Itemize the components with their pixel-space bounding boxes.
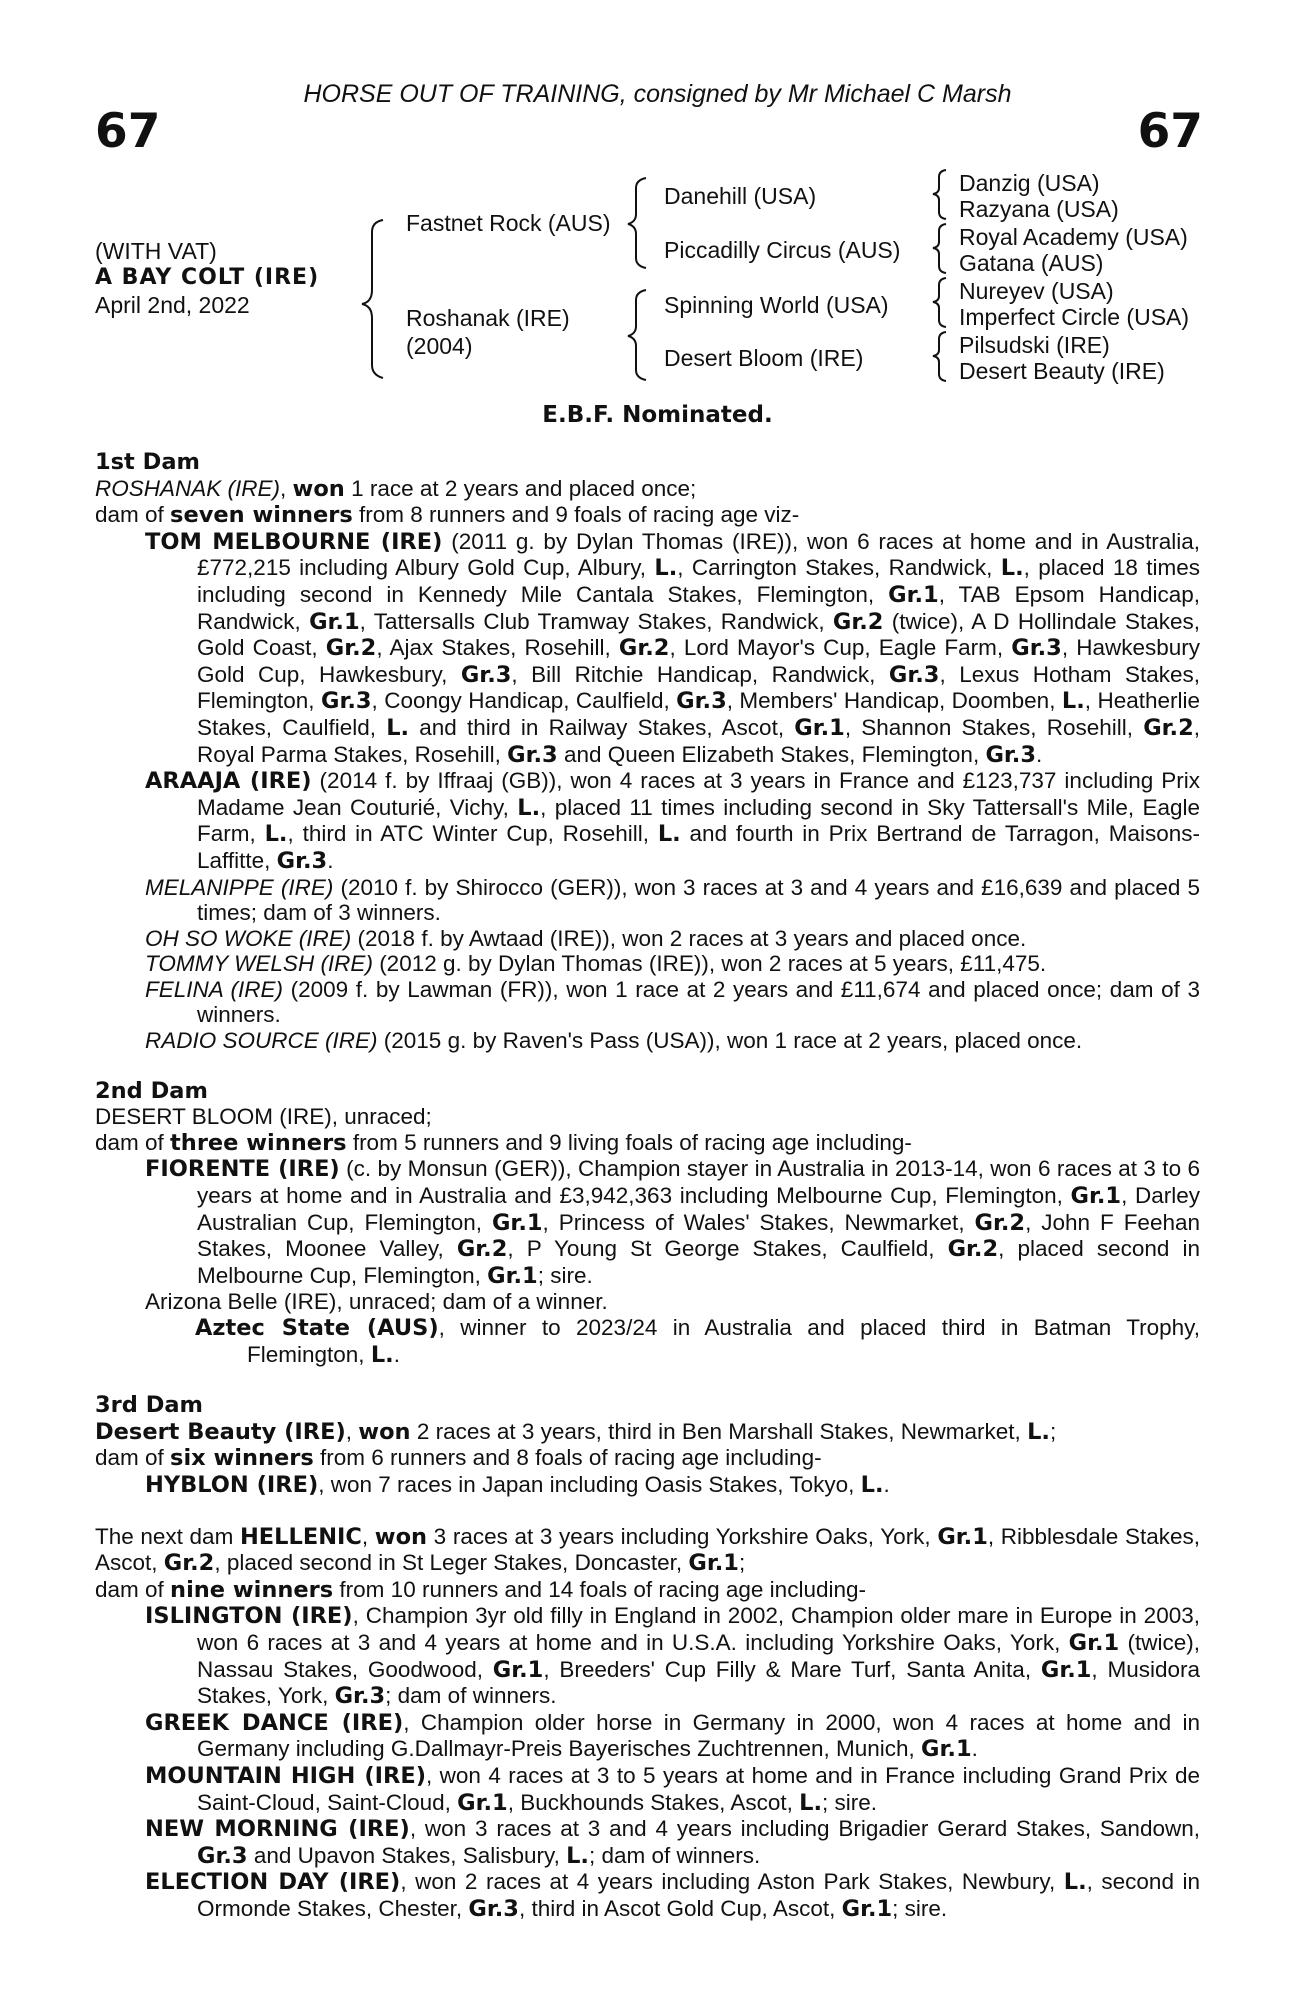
ancestor-6: Imperfect Circle (USA) <box>959 304 1190 330</box>
produce-aztec-state: Aztec State (AUS), winner to 2023/24 in Australia and placed third in Batman Trophy, Flemington, L.. <box>195 1315 1201 1368</box>
third-dam-title: 3rd Dam <box>95 1392 203 1419</box>
produce-mountain-high: MOUNTAIN HIGH (IRE), won 4 races at 3 to 5 years at home and in France including Grand Prix de Saint-Cloud, Saint-Cloud, Gr.1, Buckhounds Stakes, Ascot, L.; sire. <box>145 1762 1200 1816</box>
brace-dam <box>628 290 646 380</box>
produce-araaja: ARAAJA (IRE) (2014 f. by Iffraaj (GB)), won 4 races at 3 years in France and £123,737 including Prix Madame Jean Couturié, Vichy, L., placed 11 times including second in Sky Tattersall's Mile, Eagle Farm, L., third in ATC Winter Cup, Rosehill, L. and fourth in Prix Bertrand de Tarragon, Maisons-Laffitte, Gr.3. <box>145 768 1201 874</box>
second-dam-intro: DESERT BLOOM (IRE), unraced; <box>95 1104 432 1130</box>
catalogue-body <box>95 450 1200 1922</box>
next-dam-intro: The next dam HELLENIC, won 3 races at 3 years including Yorkshire Oaks, York, Gr.1, Ribblesdale Stakes, Ascot, Gr.2, placed second in St Leger Stakes, Doncaster, Gr.1; <box>95 1523 1200 1577</box>
ancestor-2: Razyana (USA) <box>959 196 1119 222</box>
ancestor-1: Danzig (USA) <box>959 170 1100 196</box>
brace-danehill <box>933 170 946 219</box>
ancestor-3: Royal Academy (USA) <box>959 224 1188 250</box>
produce-arizona-belle: Arizona Belle (IRE), unraced; dam of a winner. <box>145 1289 608 1315</box>
pedigree-table <box>0 0 1315 420</box>
ebf-nominated: E.B.F. Nominated. <box>542 402 773 428</box>
produce-tom-melbourne: TOM MELBOURNE (IRE) (2011 g. by Dylan Thomas (IRE)), won 6 races at home and in Australia, £772,215 including Albury Gold Cup, Albury, L., Carrington Stakes, Randwick, L., placed 18 times including second in Kennedy Mile Cantala Stakes, Flemington, Gr.1, TAB Epsom Handicap, Randwick, Gr.1, Tattersalls Club Tramway Stakes, Randwick, Gr.2 (twice), A D Hollindale Stakes, Gold Coast, Gr.2, Ajax Stakes, Rosehill, Gr.2, Lord Mayor's Cup, Eagle Farm, Gr.3, Hawkesbury Gold Cup, Hawkesbury, Gr.3, Bill Ritchie Handicap, Randwick, Gr.3, Lexus Hotham Stakes, Flemington, Gr.3, Coongy Handicap, Caulfield, Gr.3, Members' Handicap, Doomben, L., Heatherlie Stakes, Caulfield, L. and third in Railway Stakes, Ascot, Gr.1, Shannon Stakes, Rosehill, Gr.2, Royal Parma Stakes, Rosehill, Gr.3 and Queen Elizabeth Stakes, Flemington, Gr.3. <box>145 528 1201 768</box>
brace-desertbloom <box>933 332 946 381</box>
second-dam-produce-summary: dam of three winners from 5 runners and 9 living foals of racing age including- <box>95 1129 912 1156</box>
date-of-birth: April 2nd, 2022 <box>95 292 250 318</box>
brace-main <box>362 220 383 378</box>
produce-fiorente: FIORENTE (IRE) (c. by Monsun (GER)), Champion stayer in Australia in 2013-14, won 6 races at 3 to 6 years at home and in Australia and £3,942,363 including Melbourne Cup, Flemington, Gr.1, Darley Australian Cup, Flemington, Gr.1, Princess of Wales' Stakes, Newmarket, Gr.2, John F Feehan Stakes, Moonee Valley, Gr.2, P Young St George Stakes, Caulfield, Gr.2, placed second in Melbourne Cup, Flemington, Gr.1; sire. <box>145 1156 1201 1289</box>
ancestor-4: Gatana (AUS) <box>959 250 1104 276</box>
dam-sire: Spinning World (USA) <box>664 292 889 318</box>
produce-oh-so-woke: OH SO WOKE (IRE) (2018 f. by Awtaad (IRE)), won 2 races at 3 years and placed once. <box>145 925 1027 951</box>
lot-number-right: 67 <box>1137 104 1203 159</box>
horse-name: A BAY COLT (IRE) <box>95 265 320 290</box>
first-dam-title: 1st Dam <box>95 449 200 475</box>
first-dam-intro: ROSHANAK (IRE), won 1 race at 2 years and placed once; <box>95 475 697 502</box>
vat-note: (WITH VAT) <box>95 238 217 264</box>
dam-year: (2004) <box>406 333 473 359</box>
sire-dam: Piccadilly Circus (AUS) <box>664 237 901 263</box>
first-dam-produce-summary: dam of seven winners from 8 runners and 9 foals of racing age viz- <box>95 502 800 529</box>
brace-sire <box>628 178 646 268</box>
produce-election-day: ELECTION DAY (IRE), won 2 races at 4 years including Aston Park Stakes, Newbury, L., second in Ormonde Stakes, Chester, Gr.3, third in Ascot Gold Cup, Ascot, Gr.1; sire. <box>145 1869 1200 1922</box>
dam-dam: Desert Bloom (IRE) <box>664 345 864 371</box>
produce-islington: ISLINGTON (IRE), Champion 3yr old filly in England in 2002, Champion older mare in Europe in 2003, won 6 races at 3 and 4 years at home and in U.S.A. including Yorkshire Oaks, York, Gr.1 (twice), Nassau Stakes, Goodwood, Gr.1, Breeders' Cup Filly & Mare Turf, Santa Anita, Gr.1, Musidora Stakes, York, Gr.3; dam of winners. <box>145 1603 1201 1710</box>
second-dam-title: 2nd Dam <box>95 1077 208 1104</box>
brace-spinning <box>933 278 946 327</box>
brace-piccadilly <box>933 224 946 273</box>
third-dam-intro: Desert Beauty (IRE), won 2 races at 3 years, third in Ben Marshall Stakes, Newmarket, L.; <box>95 1418 1057 1445</box>
sire-name: Fastnet Rock (AUS) <box>406 210 611 236</box>
sire-sire: Danehill (USA) <box>664 183 817 209</box>
consignor-heading: HORSE OUT OF TRAINING, consigned by Mr Michael C Marsh <box>303 80 1012 108</box>
lot-number-left: 67 <box>95 104 161 159</box>
produce-greek-dance: GREEK DANCE (IRE), Champion older horse in Germany in 2000, won 4 races at home and in Germany including G.Dallmayr-Preis Bayerisches Zuchtrennen, Munich, Gr.1. <box>145 1709 1200 1763</box>
third-dam-produce-summary: dam of six winners from 6 runners and 8 foals of racing age including- <box>95 1445 822 1472</box>
produce-felina: FELINA (IRE) (2009 f. by Lawman (FR)), won 1 race at 2 years and £11,674 and placed once; dam of 3 winners. <box>145 976 1200 1028</box>
ancestor-7: Pilsudski (IRE) <box>959 332 1110 358</box>
dam-name: Roshanak (IRE) <box>406 305 570 331</box>
ancestor-5: Nureyev (USA) <box>959 278 1114 304</box>
next-dam-produce-summary: dam of nine winners from 10 runners and 14 foals of racing age including- <box>95 1576 866 1603</box>
produce-new-morning: NEW MORNING (IRE), won 3 races at 3 and 4 years including Brigadier Gerard Stakes, Sandown, Gr.3 and Upavon Stakes, Salisbury, L.; dam of winners. <box>145 1816 1200 1869</box>
produce-radio-source: RADIO SOURCE (IRE) (2015 g. by Raven's Pass (USA)), won 1 race at 2 years, placed once. <box>145 1028 1083 1054</box>
produce-tommy-welsh: TOMMY WELSH (IRE) (2012 g. by Dylan Thomas (IRE)), won 2 races at 5 years, £11,475. <box>145 951 1047 977</box>
ancestor-8: Desert Beauty (IRE) <box>959 358 1165 384</box>
produce-melanippe: MELANIPPE (IRE) (2010 f. by Shirocco (GER)), won 3 races at 3 and 4 years and £16,639 and placed 5 times; dam of 3 winners. <box>145 874 1200 926</box>
produce-hyblon: HYBLON (IRE), won 7 races in Japan including Oasis Stakes, Tokyo, L.. <box>145 1471 890 1498</box>
